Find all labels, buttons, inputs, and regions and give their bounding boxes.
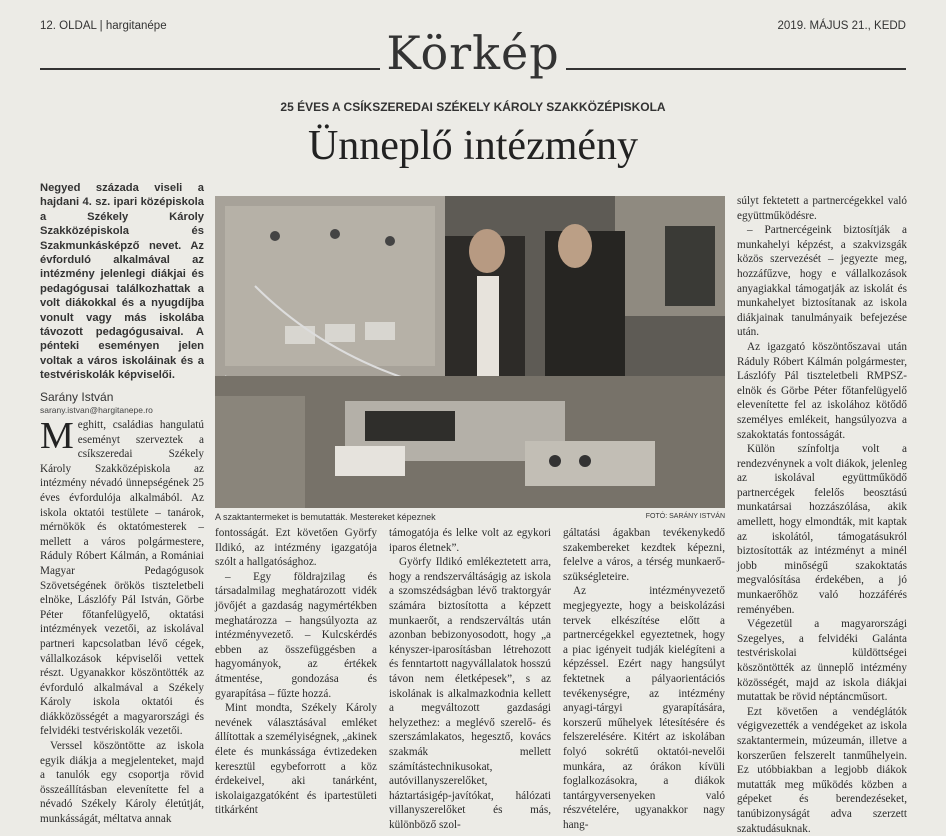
- body-column-2: [215, 526, 377, 818]
- col5-paragraph-4: Külön színfoltja volt a rendezvénynek a volt diákok, jelenleg az iskolával együttműködő partnercégek felelős beosztású munkatársai hozzászólása, akik amellett, hogy elmondták, mit kaptak az iskolától, támogatásukról biztosították az intézményt a minél jobb minőségű szakoktatás megvalósítása érdekében, a jó munkaerőhöz való hozzáférés reményében.: [737, 443, 907, 616]
- col5-paragraph-3: Az igazgató köszöntőszavai után Ráduly Róbert Kálmán polgármester, Lászlófy Pál tiszteletbeli RMPSZ-elnök és Görbe Péter főtanfelügyelő elevenítette fel az iskolához kötődő személyes emlékeit, hangsúlyozva a szakoktatás fontosságát.: [737, 340, 907, 441]
- col2-paragraph-1: fontosságát. Ezt követően Györfy Ildikó, az intézmény igazgatója szólt a hallgatósághoz.: [215, 527, 377, 569]
- photo-caption-row: [215, 512, 725, 522]
- col5-paragraph-2: – Partnercégeink biztosítják a munkahelyi képzést, a szakvizsgák közös szervezését – jegyezte meg, hozzáfűzve, hogy e vállalkozások anyagiakkal támogatják az iskolát és munkahelyet biztosítanak az iskola diákjainak tanulmányaik befejezése után.: [737, 224, 907, 339]
- photo-caption: A szaktantermeket is bemutatták. Mestereket képeznek: [215, 512, 436, 522]
- col4-paragraph-1: gáltatási ágakban tevékenykedő szakembereket kezdtek képezni, felelve a város, a térség munkaerő-szükségleteire.: [563, 527, 725, 583]
- col3-paragraph-1: támogatója és lelke volt az egykori iparos életnek”.: [389, 527, 551, 554]
- body-column-5: [737, 194, 907, 836]
- col5-paragraph-1: súlyt fektetett a partnercégekkel való együttműködésre.: [737, 195, 907, 222]
- col4-paragraph-2: Az intézményvezető megjegyezte, hogy a beiskolázási tervek elkészítése előtt a partnercégekkel egyeztetnek, hogy a piac igényeit tudják kielégíteni a képzéssel. Ezért nagy hangsúlyt fektetnek a pályaorientációs tevékenységre, az intézmény anyagi-tárgyi gyarapítására, korszerű műhelyek létesítésére és felszerelésére. Kitért az iskolában folyó sokrétű oktatói-nevelői munkára, az órákon kívüli foglalkozásokra, a diákok tantárgyversenyeken való részvételére, ugyanakkor nagy hang-: [563, 585, 725, 831]
- article-photo: [215, 196, 725, 508]
- col1-paragraph-1: eghitt, családias hangulatú eseményt szerveztek a csíkszeredai Székely Károly Szakközépiskola az intézmény névadó ünnepségének 25 éves évfordulója alkalmából. Az iskola oktatói testülete – tanárok, mérnökök és oktatómesterek – mellett a város polgármestere, Ráduly Róbert Kálmán, a Romániai Magyar Pedagógusok Szövetségének örökös tiszteletbeli elnöke, Lászlófy Pál István, Görbe Péter főtanfelügyelő, oktatási intézmények vezetői, az iskolával partneri kapcsolatban lévő cégek, vállalkozások képviselői vettek részt. Ugyanakkor köszöntötték az évforduló alkalmával a Székely Károly iskola oktatói és diákközösségét a magyarországi és felvidéki testvériskolák vezetői.: [40, 419, 204, 738]
- article-title: Ünneplő intézmény: [307, 123, 639, 169]
- page-label: 12. OLDAL | hargitanépe: [40, 20, 167, 32]
- col5-paragraph-5: Végezetül a magyarországi Szegelyes, a felvidéki Galánta testvériskolai küldöttségei köszöntötték az ünneplő intézmény közösségét, majd az iskola diákjai mutattak be rövid néptáncműsort.: [737, 618, 907, 704]
- body-column-4: [563, 526, 725, 832]
- article-lead: Negyed százada viseli a hajdani 4. sz. ipari középiskola a Székely Károly Szakközépiskola és Szakmunkásképző nevet. Az évforduló alkalmával az intézmény jelenlegi diákjai és pedagógusai találkozhattak a volt diákokkal és a nyugdíjba vonult vagy más iskolába távozott pedagógusaival. A pénteki eseményen jelen voltak a város iskoláinak és a testvériskolák képviselői.: [40, 182, 204, 382]
- col3-paragraph-2: Györfy Ildikó emlékeztetett arra, hogy a rendszerváltáságig az iskola a szomszédságban lévő traktorgyár számára biztosította a képzett munkaerőt, a rendszerváltás után azonban bebizonyosodott, hogy „a kényszer-iparosításban létrehozott és fenntartott nagyvállalatok hosszú távon nem életképesek”, s az iskolának is alkalmazkodnia kellett a megváltozott gazdasági helyzethez: a meglévő szerelő- és szerszámlakatos, hegesztő, kovács szakmák mellett számítástechnikusokat, autóvillanyszerelőket, háztartásigép-javítókat, hálózati villanyszerelőket és más, különböző szol-: [389, 556, 551, 831]
- body-column-1: [40, 415, 204, 827]
- col5-paragraph-6: Ezt követően a vendéglátók végigvezették a vendégeket az iskola szaktantermein, múzeumán, illetve a korszerűen felszerelt tanműhelyein. Ez utóbbiakban a legjobb diákok mutatták meg működés közben a gépeket és berendezéseket, tanúbizonyságát adva szerzett szaktudásuknak.: [737, 705, 907, 835]
- author-email: sarany.istvan@hargitanepe.ro: [40, 405, 153, 415]
- col2-paragraph-3: Mint mondta, Székely Károly nevének választásával emléket állítottak a személyiségnek, „akinek élete és munkássága évtizedeken keresztül egybeforrott a köz érdekeivel, aki tanárként, iskolaigazgatóként és ipartestületi titkárként: [215, 702, 377, 817]
- col2-paragraph-2: – Egy földrajzilag és társadalmilag meghatározott vidék jövőjét a gazdaság nagymértékben meghatározza – hangsúlyozta az intézményvezető. – Kulcskérdés ebben az összefüggésben a hagyományok, az értékek átmentése, gondozása és gyarapítása – fűzte hozzá.: [215, 570, 377, 700]
- body-column-3: [389, 526, 551, 832]
- issue-date: 2019. MÁJUS 21., KEDD: [777, 20, 906, 32]
- dropcap-letter: M: [40, 415, 74, 457]
- article-kicker: 25 ÉVES A CSÍKSZEREDAI SZÉKELY KÁROLY SZAKKÖZÉPISKOLA: [280, 100, 666, 114]
- workshop-photo-illustration: [215, 196, 725, 508]
- photo-credit: FOTÓ: SARÁNY ISTVÁN: [645, 513, 725, 520]
- author-name: Sarány István: [40, 390, 114, 404]
- section-title: Körkép: [386, 26, 560, 80]
- col1-paragraph-2: Verssel köszöntötte az iskola egyik diákja a megjelenteket, majd a tanulók egy csoportja rövid összeállításban elevenítette fel a névadó Székely Károly életútját, munkásságát, méltatva annak: [40, 740, 204, 826]
